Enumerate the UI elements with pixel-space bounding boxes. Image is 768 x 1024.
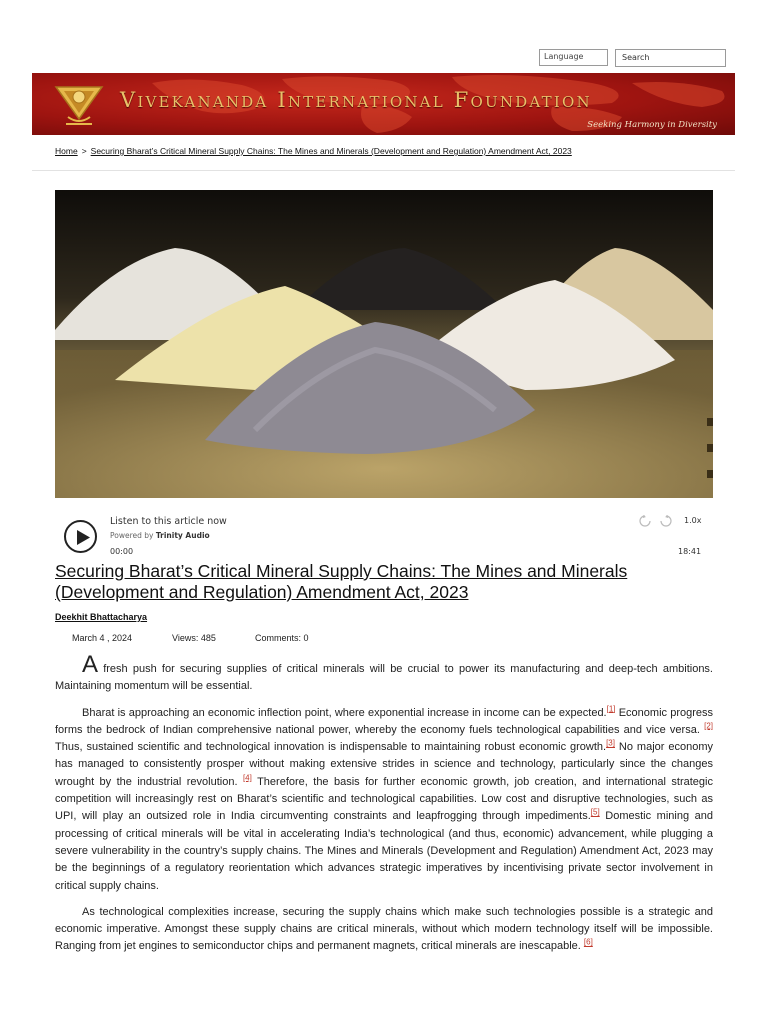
footnote-link-4[interactable]: [4] xyxy=(242,773,252,783)
playback-speed-button[interactable]: 1.0x xyxy=(684,516,702,525)
paragraph-1 xyxy=(55,651,713,696)
paragraph-2 xyxy=(55,705,713,895)
article-date: March 4 , 2024 xyxy=(72,633,133,643)
p2-text: Domestic mining and processing of critical minerals will be vital in accelerating India’s technological (and thus, economic) advancement, while plugging a severe vulnerability in the country’s supply chains. The Mines and Minerals (Development and Regulation) Amendment Act, 2023 may be the beginnings of a regulatory reorientation which advances strategic imperatives by incentivising private sector involvement in critical supply chains. xyxy=(55,810,713,892)
p2-text: Therefore, the basis for further economic growth, job creation, and international strategic competition will increasingly rest on Bharat’s scientific and technological capabilities. Low cost and disruptive technologies, such as UPI, will play an outsized role in India circumventing constraints and leapfrogging through impediments. xyxy=(55,775,713,823)
footnote-link-3[interactable]: [3] xyxy=(606,738,615,748)
play-icon xyxy=(76,530,90,545)
breadcrumb-current-link[interactable]: Securing Bharat’s Critical Mineral Supply Chains: The Mines and Minerals (Development and Regulation) Amendment Act, 2023 xyxy=(90,146,572,156)
article-title[interactable]: Securing Bharat’s Critical Mineral Supply Chains: The Mines and Minerals (Development and Regulation) Amendment Act, 2023 xyxy=(55,561,628,602)
author-link[interactable]: Deekhit Bhattacharya xyxy=(55,612,148,622)
rewind-icon[interactable] xyxy=(639,515,651,527)
play-button[interactable] xyxy=(64,520,97,553)
forward-icon[interactable] xyxy=(660,515,672,527)
powered-prefix: Powered by xyxy=(110,531,154,540)
audio-time-end: 18:41 xyxy=(678,547,702,556)
footnote-link-1[interactable]: [1] xyxy=(606,703,616,713)
powered-brand[interactable]: Trinity Audio xyxy=(155,531,210,540)
header-divider xyxy=(32,170,735,171)
paragraph-1-text: fresh push for securing supplies of critical minerals will be crucial to power its manufacturing and deep-tech ambitions. Maintaining momentum will be essential. xyxy=(55,663,713,693)
breadcrumb-home-link[interactable]: Home xyxy=(55,146,78,156)
site-tagline: Seeking Harmony in Diversity xyxy=(587,120,717,130)
hero-image xyxy=(55,190,713,498)
audio-time-start: 00:00 xyxy=(110,547,134,556)
article-views: Views: 485 xyxy=(172,633,216,643)
site-banner[interactable] xyxy=(32,73,735,135)
mineral-piles-illustration xyxy=(55,190,713,498)
p2-text: Bharat is approaching an economic inflection point, where exponential increase in income can be expected. xyxy=(82,706,607,719)
footnote-link-2[interactable]: [2] xyxy=(704,721,713,731)
footnote-link-6[interactable]: [6] xyxy=(583,937,593,947)
p2-text: No major economy has managed to consistently prosper without making extensive strides in science and technology, particularly since the changes wrought by the industrial revolution. xyxy=(55,741,713,788)
audio-powered-by xyxy=(110,531,210,540)
p2-text: Thus, sustained scientific and technological innovation is indispensable to maintaining robust economic growth. xyxy=(55,741,607,754)
breadcrumb xyxy=(55,146,572,156)
vif-logo xyxy=(50,79,108,129)
site-title: Vivekananda International Foundation xyxy=(120,88,592,112)
footnote-link-5[interactable]: [5] xyxy=(590,807,600,817)
p2-text: Economic progress forms the bedrock of Indian comprehensive national power, whereby the economy fuels technological capabilities and vice versa. xyxy=(55,706,713,736)
search-input[interactable]: Search xyxy=(615,49,726,67)
article-comments: Comments: 0 xyxy=(255,633,309,643)
language-select[interactable]: Language xyxy=(539,49,608,66)
article-body xyxy=(55,651,713,965)
dropcap: A xyxy=(82,651,99,678)
paragraph-3 xyxy=(55,904,713,956)
hero-edge-marks xyxy=(707,418,715,488)
audio-title: Listen to this article now xyxy=(110,516,227,527)
breadcrumb-separator-icon: > xyxy=(81,146,87,156)
p3-text: As technological complexities increase, securing the supply chains which make such technologies possible is a strategic and economic imperative. Amongst these supply chains are critical minerals, without which modern technology itself will be impossible. Ranging from jet engines to semiconductor chips and permanent magnets, critical minerals are inescapable. xyxy=(55,905,713,953)
